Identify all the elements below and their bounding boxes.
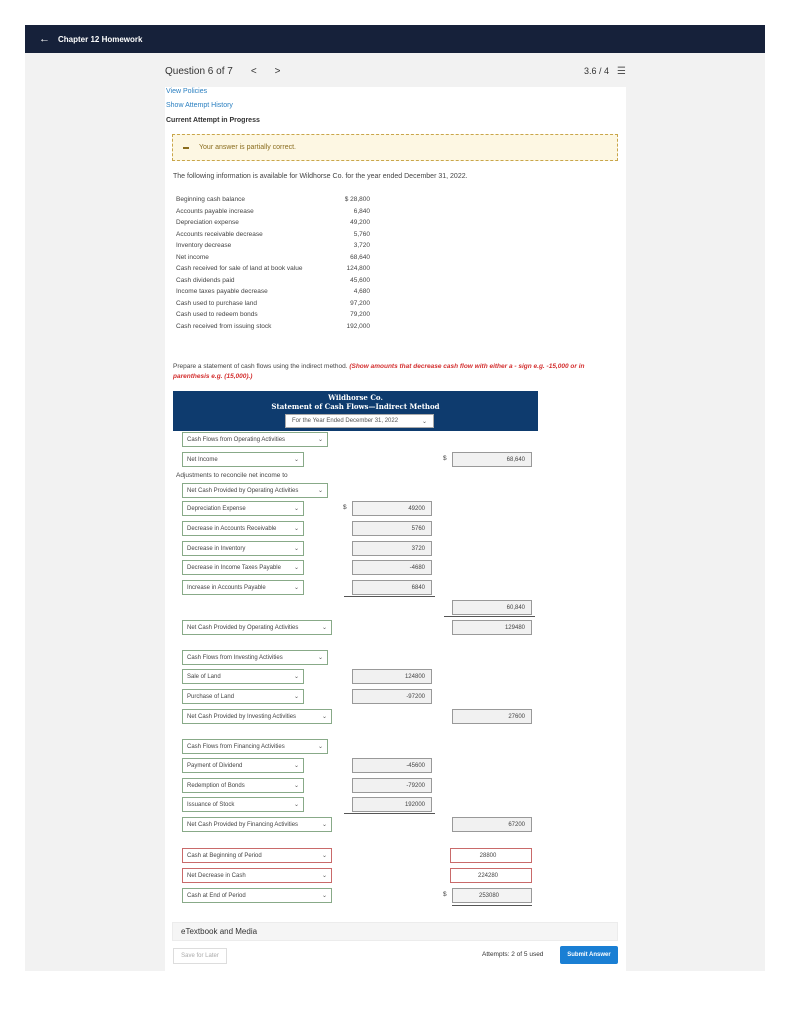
chevron-down-icon: ⌄ xyxy=(293,506,299,512)
adjustment-input-depreciation[interactable]: 49200 xyxy=(352,501,432,516)
net-financing-select[interactable]: Net Cash Provided by Financing Activities ⌄ xyxy=(182,817,332,832)
net-income-select[interactable]: Net Income ⌄ xyxy=(182,452,304,467)
chevron-down-icon: ⌄ xyxy=(321,822,327,828)
arrow-left-icon[interactable]: ← xyxy=(39,33,50,45)
net-investing-input[interactable]: 27600 xyxy=(452,709,532,724)
company-name: Wildhorse Co. xyxy=(328,393,383,402)
partial-correct-alert xyxy=(172,134,618,161)
chevron-down-icon: ⌄ xyxy=(293,674,299,680)
given-data-table xyxy=(176,194,386,332)
attempts-count: Attempts: 2 of 5 used xyxy=(482,951,544,958)
investing-input-sale-of-land[interactable]: 124800 xyxy=(352,669,432,684)
etextbook-media-section[interactable]: eTextbook and Media xyxy=(172,922,618,941)
chevron-down-icon: ⌄ xyxy=(293,526,299,532)
adjustment-input-inventory[interactable]: 3720 xyxy=(352,541,432,556)
given-row: Income taxes payable decrease 4,680 xyxy=(176,288,370,296)
statement-title: Statement of Cash Flows—Indirect Method xyxy=(271,402,440,411)
adjustment-select-taxes[interactable]: Decrease in Income Taxes Payable ⌄ xyxy=(182,560,304,575)
investing-select-sale-of-land[interactable]: Sale of Land ⌄ xyxy=(182,669,304,684)
chevron-down-icon: ⌄ xyxy=(317,437,323,443)
operating-header-select[interactable]: Cash Flows from Operating Activities ⌄ xyxy=(182,432,328,447)
instruction-sign-note: (Show amounts that decrease cash flow with either a - sign e.g. -15,000 or in parenthesis e.g. (15,000).) xyxy=(173,363,585,380)
net-financing-input[interactable]: 67200 xyxy=(452,817,532,832)
given-row: Accounts receivable decrease 5,760 xyxy=(176,230,370,238)
investing-select-purchase-of-land[interactable]: Purchase of Land ⌄ xyxy=(182,689,304,704)
investing-input-purchase-of-land[interactable]: -97200 xyxy=(352,689,432,704)
chevron-down-icon: ⌄ xyxy=(321,714,327,720)
prev-question-button[interactable]: < xyxy=(250,65,257,77)
given-row: Cash used to redeem bonds 79,200 xyxy=(176,311,370,319)
given-row: Beginning cash balance $ 28,800 xyxy=(176,196,370,204)
given-row: Cash dividends paid 45,600 xyxy=(176,276,370,284)
adjustment-select-payable[interactable]: Increase in Accounts Payable ⌄ xyxy=(182,580,304,595)
given-row: Cash received from issuing stock 192,000 xyxy=(176,322,370,330)
adjustment-input-taxes[interactable]: -4680 xyxy=(352,560,432,575)
dollar-sign: $ xyxy=(443,455,447,462)
adjustment-input-receivable[interactable]: 5760 xyxy=(352,521,432,536)
dollar-sign: $ xyxy=(343,504,347,511)
question-header xyxy=(165,60,626,82)
view-policies-link[interactable]: View Policies xyxy=(166,88,208,95)
adjustment-select-receivable[interactable]: Decrease in Accounts Receivable ⌄ xyxy=(182,521,304,536)
minus-icon xyxy=(183,147,189,149)
chevron-down-icon: ⌄ xyxy=(321,853,327,859)
current-attempt-label: Current Attempt in Progress xyxy=(166,117,260,124)
assignment-title[interactable]: Chapter 12 Homework xyxy=(58,34,143,44)
chevron-down-icon: ⌄ xyxy=(317,655,323,661)
alert-text: Your answer is partially correct. xyxy=(199,144,297,151)
adjustments-select[interactable]: Net Cash Provided by Operating Activities ⌄ xyxy=(182,483,328,498)
chevron-down-icon: ⌄ xyxy=(293,546,299,552)
net-operating-select[interactable]: Net Cash Provided by Operating Activities ⌄ xyxy=(182,620,332,635)
beginning-cash-input[interactable]: 28800 xyxy=(450,848,532,863)
chevron-down-icon: ⌄ xyxy=(293,457,299,463)
top-bar xyxy=(25,25,765,53)
net-change-select[interactable]: Net Decrease in Cash ⌄ xyxy=(182,868,332,883)
double-underline-1 xyxy=(452,905,532,906)
net-operating-input[interactable]: 129480 xyxy=(452,620,532,635)
chevron-down-icon: ⌄ xyxy=(293,802,299,808)
next-question-button[interactable]: > xyxy=(274,65,281,77)
investing-header-select[interactable]: Cash Flows from Investing Activities ⌄ xyxy=(182,650,328,665)
subtotal-rule xyxy=(344,813,435,814)
chevron-down-icon: ⌄ xyxy=(293,585,299,591)
given-row: Cash received for sale of land at book value 124,800 xyxy=(176,265,370,273)
subtotal-rule xyxy=(444,616,535,617)
instructions xyxy=(173,362,621,382)
chevron-down-icon: ⌄ xyxy=(321,873,327,879)
instruction-main: Prepare a statement of cash flows using the indirect method. xyxy=(173,363,348,370)
chevron-down-icon: ⌄ xyxy=(321,893,327,899)
given-row: Net income 68,640 xyxy=(176,253,370,261)
beginning-cash-select[interactable]: Cash at Beginning of Period ⌄ xyxy=(182,848,332,863)
question-label: Question 6 of 7 xyxy=(165,65,233,77)
net-income-input[interactable]: 68,640 xyxy=(452,452,532,467)
financing-select-stock[interactable]: Issuance of Stock ⌄ xyxy=(182,797,304,812)
chevron-down-icon: ⌄ xyxy=(293,763,299,769)
save-for-later-button[interactable]: Save for Later xyxy=(173,948,227,964)
adjustment-select-inventory[interactable]: Decrease in Inventory ⌄ xyxy=(182,541,304,556)
net-change-input[interactable]: 224280 xyxy=(450,868,532,883)
adjustment-input-payable[interactable]: 6840 xyxy=(352,580,432,595)
dollar-sign: $ xyxy=(443,891,447,898)
financing-input-dividend[interactable]: -45600 xyxy=(352,758,432,773)
problem-intro: The following information is available for Wildhorse Co. for the year ended December 31, 2022. xyxy=(173,173,468,180)
statement-header xyxy=(173,391,538,431)
net-investing-select[interactable]: Net Cash Provided by Investing Activities ⌄ xyxy=(182,709,332,724)
chevron-down-icon: ⌄ xyxy=(321,625,327,631)
chevron-down-icon: ⌄ xyxy=(421,418,427,425)
financing-header-select[interactable]: Cash Flows from Financing Activities ⌄ xyxy=(182,739,328,754)
given-row: Inventory decrease 3,720 xyxy=(176,242,370,250)
show-attempt-history-link[interactable]: Show Attempt History xyxy=(166,102,233,109)
adjustments-total-input[interactable]: 60,840 xyxy=(452,600,532,615)
financing-input-stock[interactable]: 192000 xyxy=(352,797,432,812)
financing-select-dividend[interactable]: Payment of Dividend ⌄ xyxy=(182,758,304,773)
ending-cash-select[interactable]: Cash at End of Period ⌄ xyxy=(182,888,332,903)
adjustment-select-depreciation[interactable]: Depreciation Expense ⌄ xyxy=(182,501,304,516)
chevron-down-icon: ⌄ xyxy=(293,565,299,571)
submit-answer-button[interactable]: Submit Answer xyxy=(560,946,618,964)
chevron-down-icon: ⌄ xyxy=(293,783,299,789)
period-select[interactable]: For the Year Ended December 31, 2022 ⌄ xyxy=(285,414,434,428)
score: 3.6 / 4 xyxy=(584,66,610,76)
financing-input-bonds[interactable]: -79200 xyxy=(352,778,432,793)
given-row: Depreciation expense 49,200 xyxy=(176,219,370,227)
chevron-down-icon: ⌄ xyxy=(293,694,299,700)
financing-select-bonds[interactable]: Redemption of Bonds ⌄ xyxy=(182,778,304,793)
given-row: Cash used to purchase land 97,200 xyxy=(176,299,370,307)
given-row: Accounts payable increase 6,840 xyxy=(176,207,370,215)
adjustments-label: Adjustments to reconcile net income to xyxy=(176,472,288,479)
question-list-icon[interactable]: ☰ xyxy=(617,65,626,77)
chevron-down-icon: ⌄ xyxy=(317,744,323,750)
chevron-down-icon: ⌄ xyxy=(317,488,323,494)
subtotal-rule xyxy=(344,596,435,597)
ending-cash-input[interactable]: 253080 xyxy=(452,888,532,903)
